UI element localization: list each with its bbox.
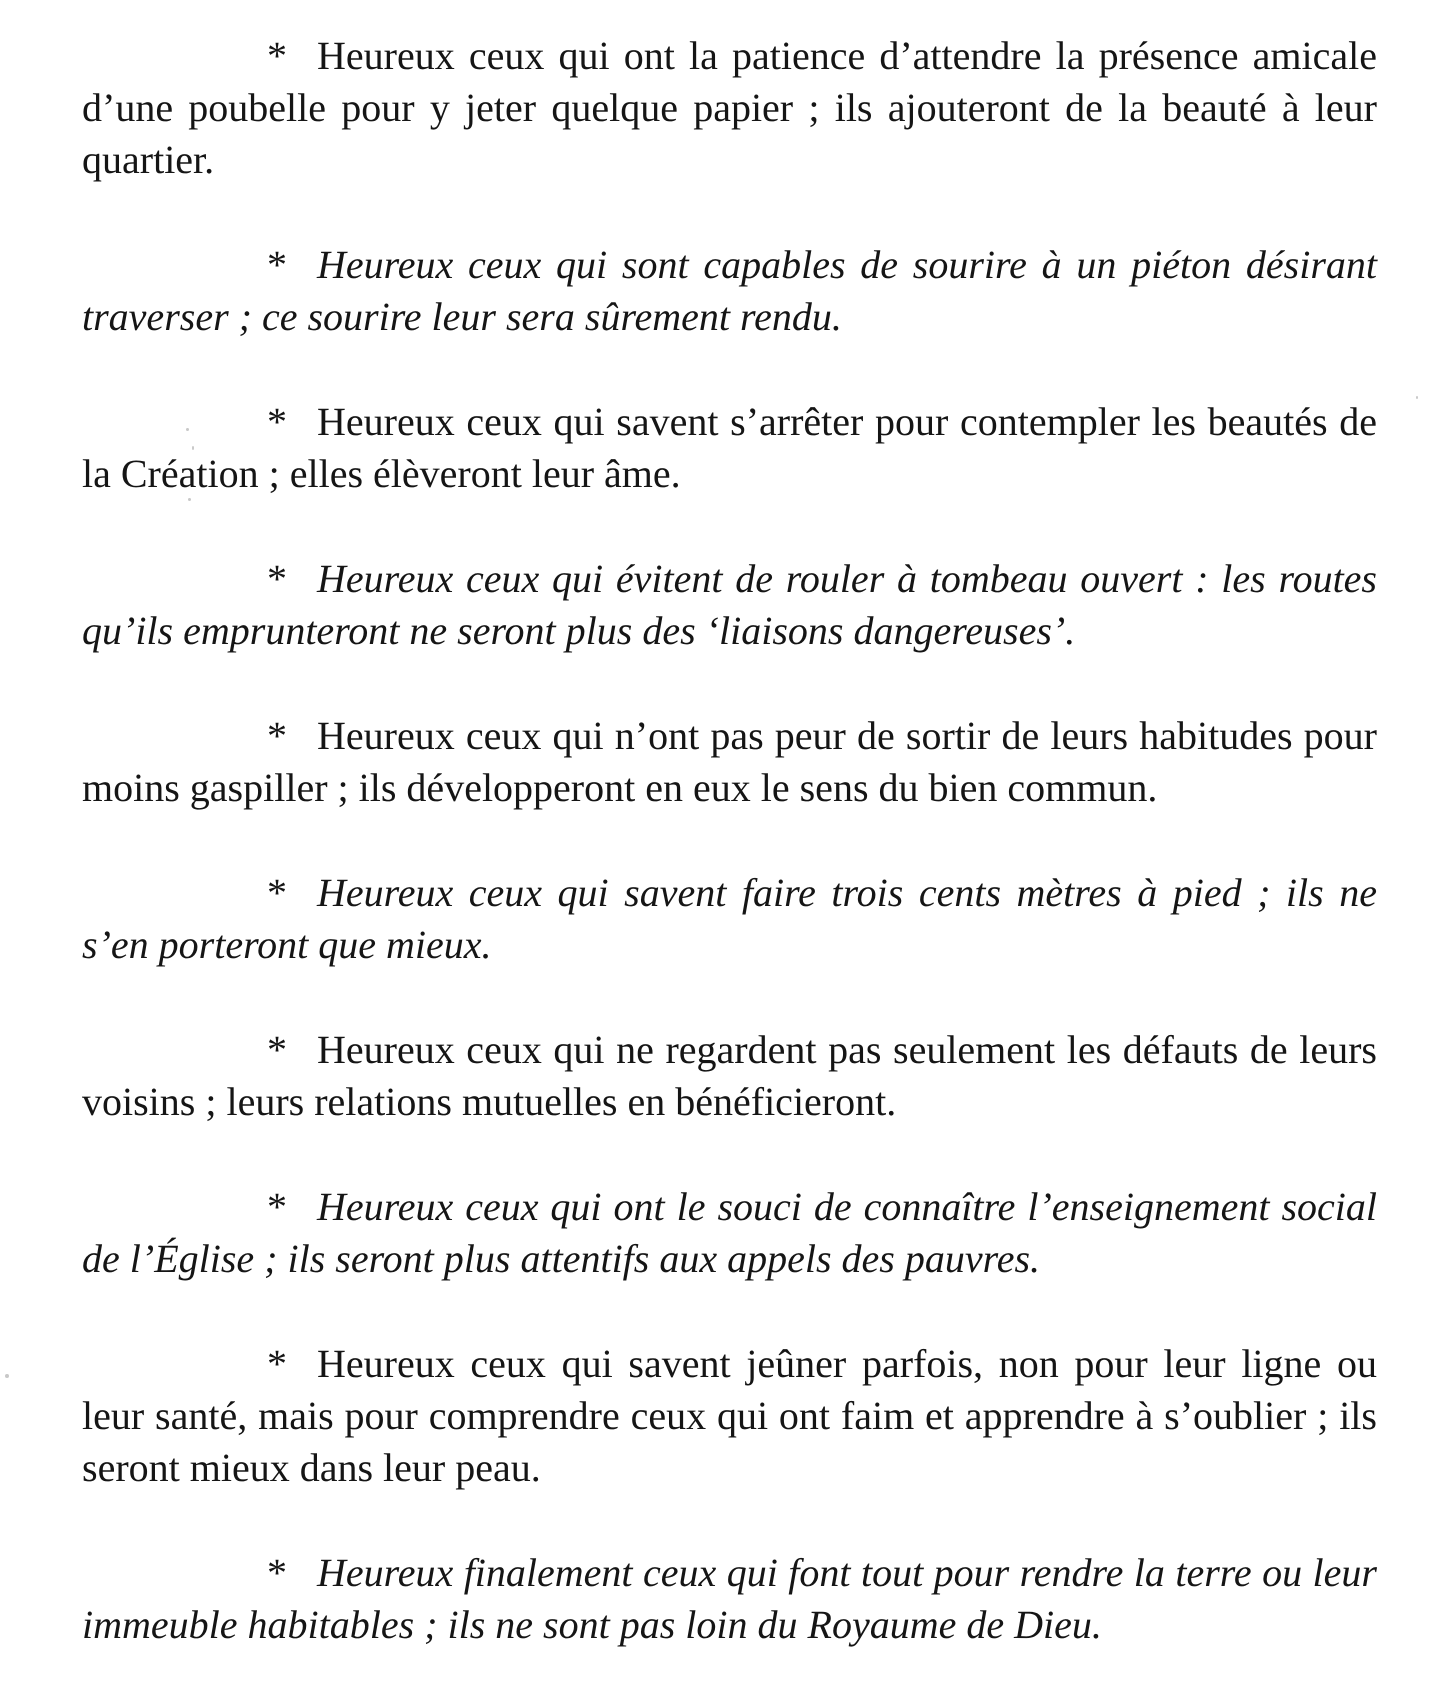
- beatitude-text: Heureux ceux qui n’ont pas peur de sortir de leurs habitudes pour moins gaspiller ; ils développeront en eux le sens du bien commun.: [82, 713, 1377, 810]
- bullet-asterisk: *: [267, 399, 287, 444]
- bullet-asterisk: *: [267, 556, 287, 601]
- beatitude-2: [82, 239, 1377, 343]
- scan-speck: [1416, 396, 1418, 399]
- bullet-asterisk: *: [267, 33, 287, 78]
- bullet-asterisk: *: [267, 1184, 287, 1229]
- bullet-asterisk: *: [267, 713, 287, 758]
- bullet-asterisk: *: [267, 870, 287, 915]
- bullet-asterisk: *: [267, 1341, 287, 1386]
- scan-speck: [5, 1374, 9, 1378]
- beatitude-text: Heureux ceux qui savent s’arrêter pour contempler les beautés de la Création ; elles élèveront leur âme.: [82, 399, 1377, 496]
- scan-speck: [192, 446, 194, 450]
- beatitude-6: [82, 867, 1377, 971]
- beatitude-7: [82, 1024, 1377, 1128]
- beatitude-text: Heureux ceux qui sont capables de sourire à un piéton désirant traverser ; ce sourire leur sera sûrement rendu.: [82, 242, 1377, 339]
- beatitudes-list: [82, 30, 1377, 1704]
- scan-speck: [188, 498, 191, 501]
- beatitude-text: Heureux finalement ceux qui font tout pour rendre la terre ou leur immeuble habitables ; ils ne sont pas loin du Royaume de Dieu.: [82, 1550, 1377, 1647]
- beatitude-8: [82, 1181, 1377, 1285]
- beatitude-3: [82, 396, 1377, 500]
- bullet-asterisk: *: [267, 1550, 287, 1595]
- beatitude-text: Heureux ceux qui ont le souci de connaître l’enseignement social de l’Église ; ils seront plus attentifs aux appels des pauvres.: [82, 1184, 1377, 1281]
- beatitude-5: [82, 710, 1377, 814]
- beatitude-1: [82, 30, 1377, 186]
- bullet-asterisk: *: [267, 242, 287, 287]
- beatitude-9: [82, 1338, 1377, 1494]
- beatitude-text: Heureux ceux qui savent faire trois cents mètres à pied ; ils ne s’en porteront que mieux.: [82, 870, 1377, 967]
- beatitude-4: [82, 553, 1377, 657]
- scan-speck: [186, 428, 189, 431]
- beatitude-text: Heureux ceux qui savent jeûner parfois, non pour leur ligne ou leur santé, mais pour comprendre ceux qui ont faim et apprendre à s’oublier ; ils seront mieux dans leur peau.: [82, 1341, 1377, 1490]
- beatitude-text: Heureux ceux qui ne regardent pas seulement les défauts de leurs voisins ; leurs relations mutuelles en bénéficieront.: [82, 1027, 1377, 1124]
- beatitude-10: [82, 1547, 1377, 1651]
- beatitude-text: Heureux ceux qui évitent de rouler à tombeau ouvert : les routes qu’ils emprunteront ne seront plus des ‘liaisons dangereuses’.: [82, 556, 1377, 653]
- bullet-asterisk: *: [267, 1027, 287, 1072]
- beatitude-text: Heureux ceux qui ont la patience d’attendre la présence amicale d’une poubelle pour y jeter quelque papier ; ils ajouteront de la beauté à leur quartier.: [82, 33, 1377, 182]
